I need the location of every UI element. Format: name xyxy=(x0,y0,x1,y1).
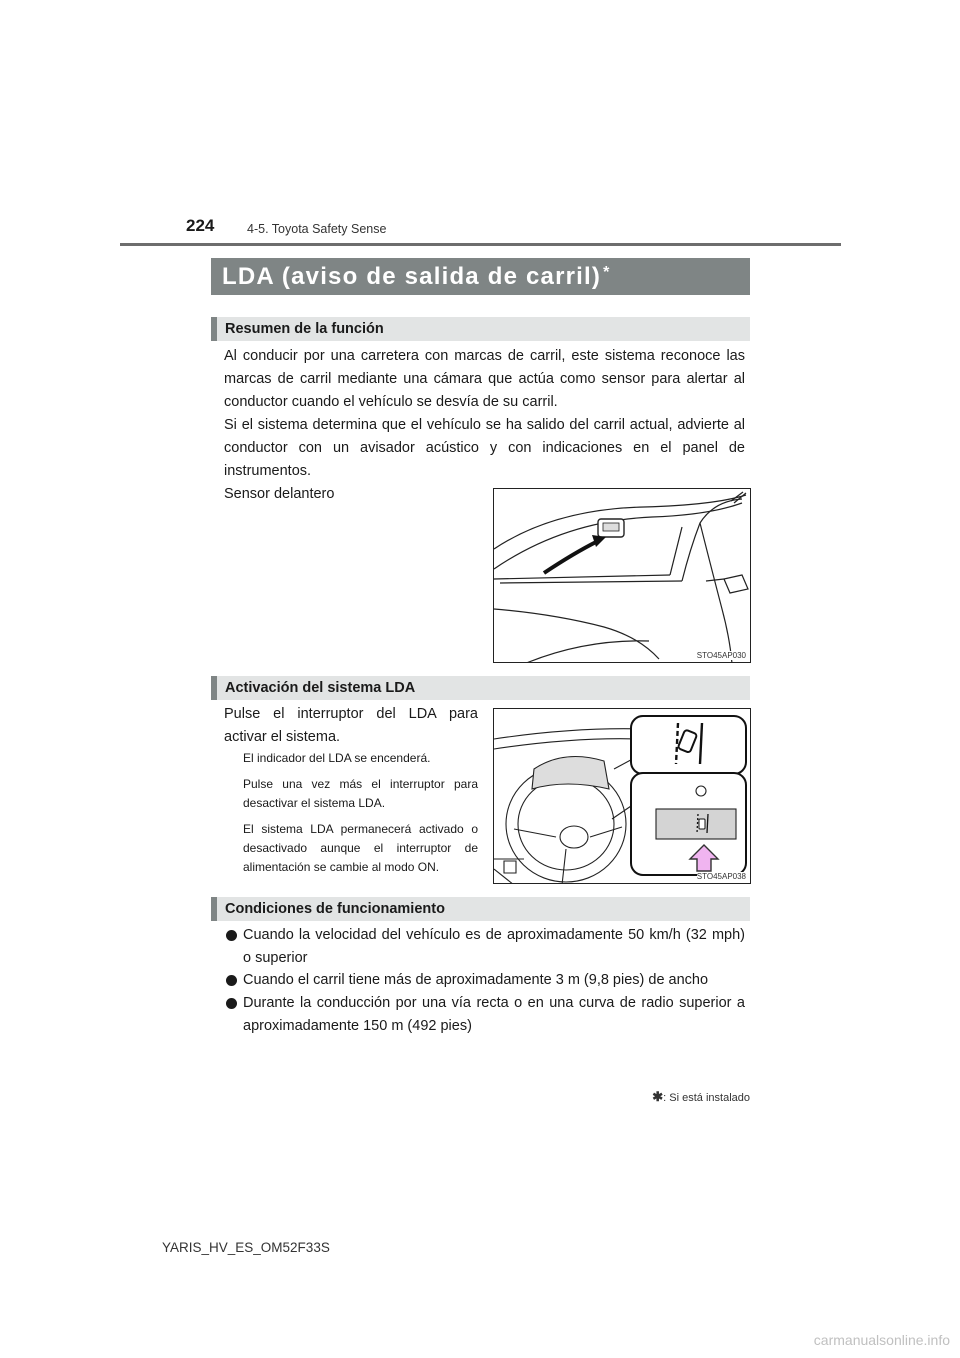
section-title: 4-5. Toyota Safety Sense xyxy=(247,222,387,236)
page-title xyxy=(211,258,750,295)
condition-text: Cuando el carril tiene más de aproximadamente 3 m (9,8 pies) de ancho xyxy=(243,972,709,988)
asterisk-icon: ✱ xyxy=(652,1089,664,1104)
bullet-dot-icon xyxy=(226,975,237,986)
front-sensor-figure xyxy=(493,488,751,663)
figure-code: STO45AP038 xyxy=(696,872,746,881)
page-number: 224 xyxy=(186,216,215,235)
condition-text: Cuando la velocidad del vehículo es de aproximadamente 50 km/h (32 mph) o superior xyxy=(243,927,745,966)
bullet-dot-icon xyxy=(226,998,237,1009)
header-divider xyxy=(120,243,841,246)
figure-code: STO45AP030 xyxy=(696,651,746,660)
sensor-label: Sensor delantero xyxy=(224,486,335,502)
installed-asterisk: * xyxy=(603,264,610,281)
heading-condiciones: Condiciones de funcionamiento xyxy=(211,897,750,921)
activacion-note-1: El indicador del LDA se encenderá. xyxy=(243,751,431,765)
condition-bullet xyxy=(224,924,745,970)
condition-bullet xyxy=(224,992,745,1038)
footnote-text: : Si está instalado xyxy=(663,1092,750,1104)
document-code: YARIS_HV_ES_OM52F33S xyxy=(162,1240,330,1255)
footnote xyxy=(652,1089,750,1105)
activacion-note-2: Pulse una vez más el interruptor para desactivar el sistema LDA. xyxy=(243,777,478,810)
bullet-dot-icon xyxy=(226,930,237,941)
page-title-text: LDA (aviso de salida de carril) xyxy=(222,263,602,290)
heading-activacion: Activación del sistema LDA xyxy=(211,676,750,700)
condition-bullet xyxy=(224,969,745,992)
resumen-paragraph-2: Si el sistema determina que el vehículo se ha salido del carril actual, advierte al conductor con un avisador acústico y con indicaciones en el panel de instrumentos. xyxy=(224,417,745,479)
lda-switch-figure xyxy=(493,708,751,884)
activacion-note-3: El sistema LDA permanecerá activado o desactivado aunque el interruptor de alimentación se cambie al modo ON. xyxy=(243,822,478,874)
condition-text: Durante la conducción por una vía recta o en una curva de radio superior a aproximadamente 150 m (492 pies) xyxy=(243,995,745,1034)
resumen-paragraph-1: Al conducir por una carretera con marcas de carril, este sistema reconoce las marcas de carril mediante una cámara que actúa como sensor para alertar al conductor cuando el vehículo se desvía de su carril. xyxy=(224,348,745,410)
activacion-paragraph: Pulse el interruptor del LDA para activar el sistema. xyxy=(224,706,478,745)
dashboard-illustration xyxy=(494,709,751,884)
windshield-illustration xyxy=(494,489,751,663)
watermark: carmanualsonline.info xyxy=(813,1332,950,1348)
heading-resumen: Resumen de la función xyxy=(211,317,750,341)
